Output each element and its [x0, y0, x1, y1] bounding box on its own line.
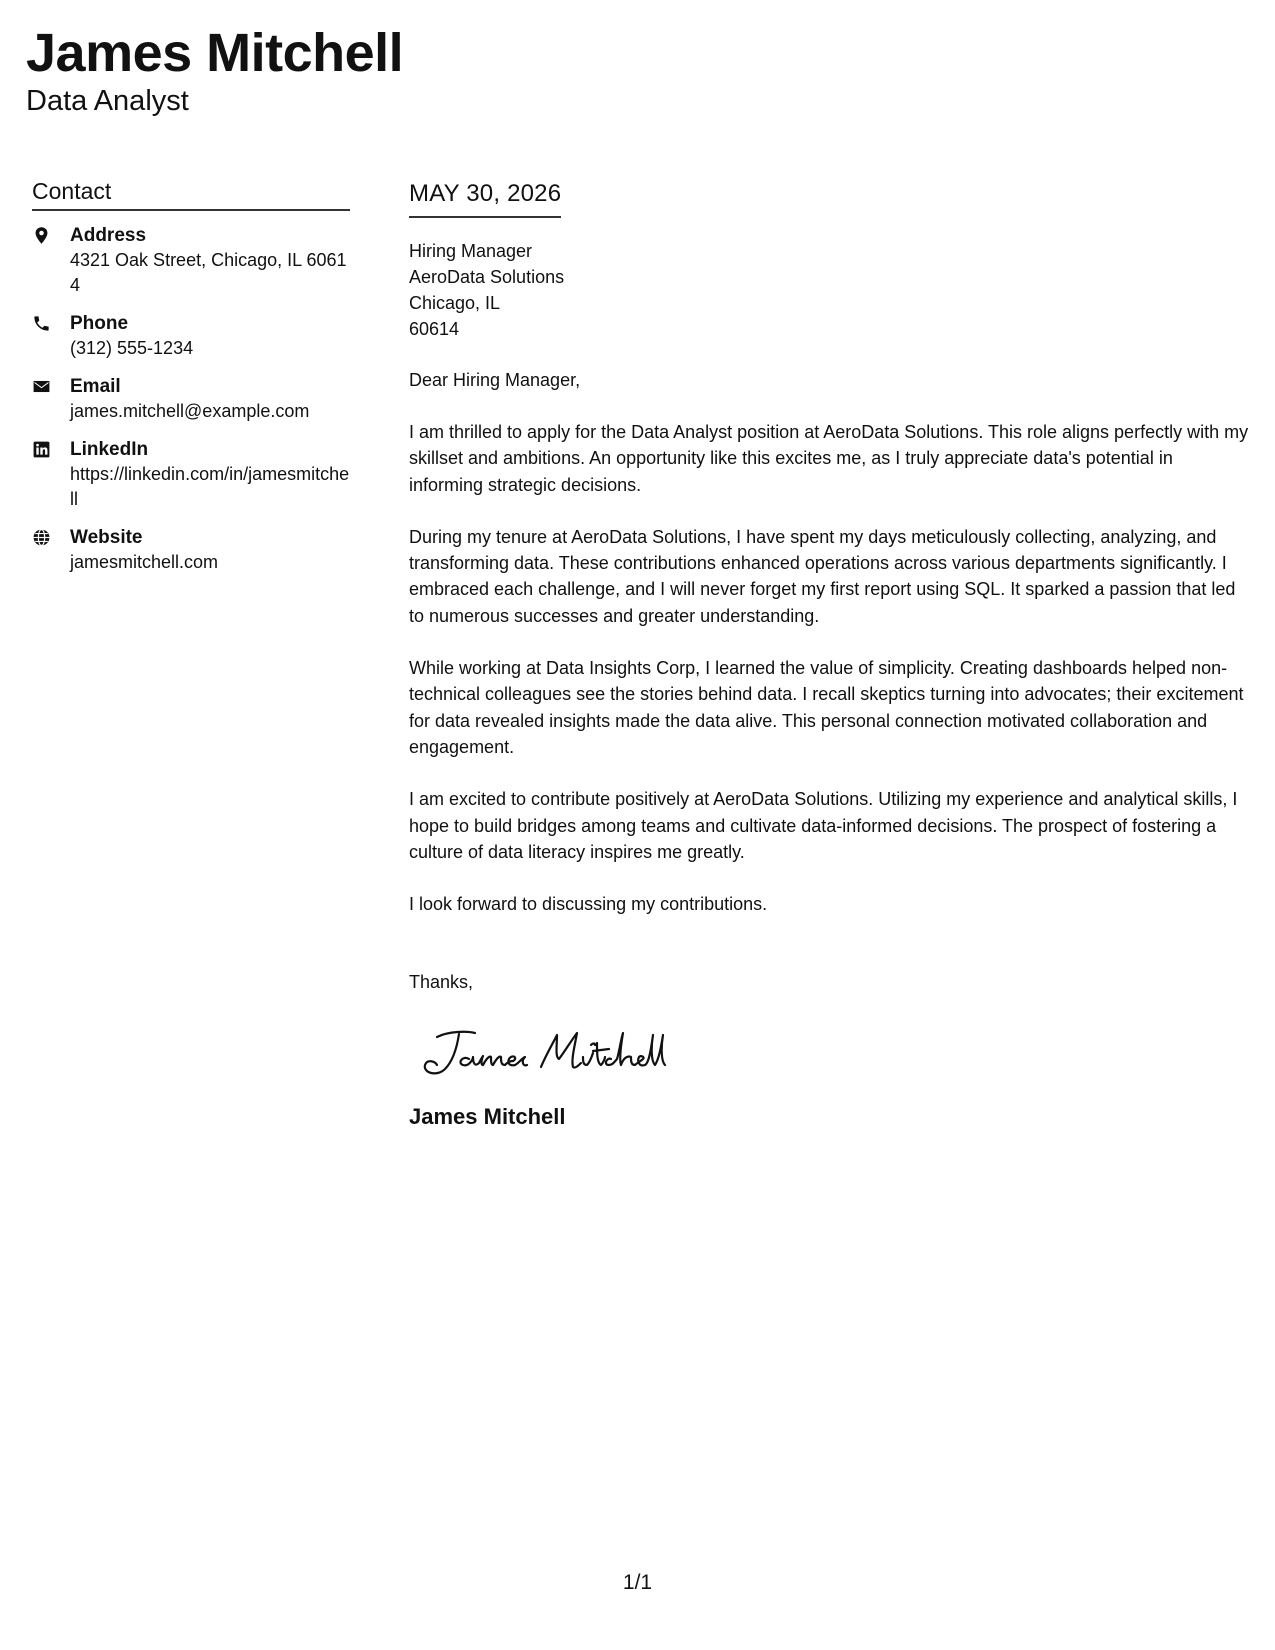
contact-item-email — [32, 374, 350, 424]
recipient-line: 60614 — [409, 319, 460, 339]
cover-letter-body — [409, 178, 1249, 1131]
contact-sidebar — [32, 176, 350, 588]
linkedin-icon — [32, 437, 70, 459]
contact-item-address — [32, 223, 350, 298]
map-pin-icon — [32, 223, 70, 245]
contact-item-linkedin — [32, 437, 350, 512]
contact-label: LinkedIn — [70, 439, 149, 460]
envelope-icon — [32, 374, 70, 396]
email-link[interactable]: james.mitchell@example.com — [70, 401, 310, 421]
signer-name: James Mitchell — [409, 1104, 566, 1130]
address-value: 4321 Oak Street, Chicago, IL 60614 — [70, 250, 347, 295]
phone-value: (312) 555-1234 — [70, 338, 194, 358]
applicant-name: James Mitchell — [26, 23, 404, 83]
linkedin-link[interactable]: https://linkedin.com/in/jamesmitchell — [70, 464, 350, 509]
contact-label: Website — [70, 527, 143, 548]
page-number: 1/1 — [622, 1571, 653, 1594]
contact-item-phone — [32, 311, 350, 361]
handwritten-signature — [415, 1023, 675, 1083]
recipient-block — [409, 238, 1249, 342]
recipient-line: AeroData Solutions — [409, 267, 565, 287]
contact-label: Phone — [70, 313, 129, 334]
letter-date: MAY 30, 2026 — [409, 178, 561, 218]
globe-icon — [32, 525, 70, 547]
contact-item-website — [32, 525, 350, 575]
letter-paragraph: I am excited to contribute positively at AeroData Solutions. Utilizing my experience and analytical skills, I hope to build bridges among teams and cultivate data-informed decisions. The prospect of fostering a culture of data literacy inspires me greatly. — [409, 789, 1238, 862]
resume-header — [26, 22, 403, 118]
letter-paragraph: During my tenure at AeroData Solutions, I have spent my days meticulously collecting, analyzing, and transforming data. These contributions enhanced operations across various departments significantly. I embraced each challenge, and I will never forget my first report using SQL. It sparked a passion that led to numerous successes and greater understanding. — [409, 526, 1236, 626]
letter-closing: Thanks, — [409, 972, 474, 993]
contact-label: Address — [70, 225, 147, 246]
contact-section-title: Contact — [32, 176, 350, 211]
salutation: Dear Hiring Manager, — [409, 370, 581, 390]
letter-paragraph: While working at Data Insights Corp, I learned the value of simplicity. Creating dashboards helped non-technical colleagues see the stories behind data. I recall skeptics turning into advocates; their excitement for data revealed insights made the data alive. This personal connection motivated collaboration and engagement. — [409, 658, 1244, 757]
website-link[interactable]: jamesmitchell.com — [70, 552, 219, 572]
phone-icon — [32, 311, 70, 333]
recipient-line: Hiring Manager — [409, 241, 533, 261]
letter-paragraph: I look forward to discussing my contributions. — [409, 894, 768, 915]
contact-label: Email — [70, 376, 121, 397]
applicant-title: Data Analyst — [26, 85, 189, 117]
recipient-line: Chicago, IL — [409, 293, 501, 313]
letter-paragraph: I am thrilled to apply for the Data Analyst position at AeroData Solutions. This role aligns perfectly with my skillset and ambitions. An opportunity like this excites me, as I truly appreciate data's potential in informing strategic decisions. — [409, 422, 1249, 495]
